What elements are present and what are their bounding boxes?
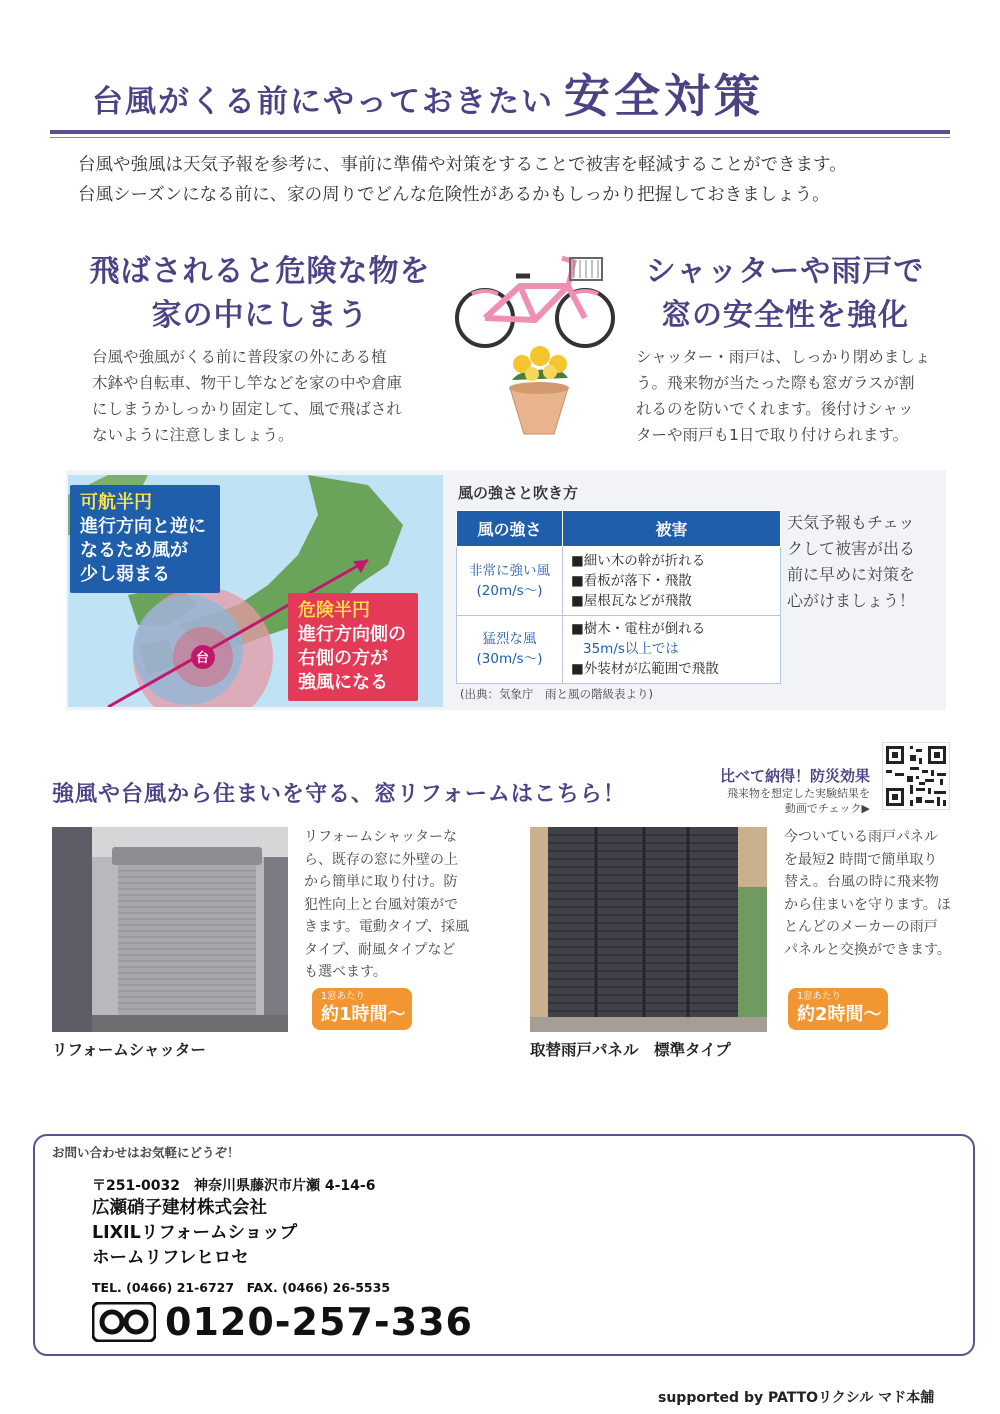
video-link[interactable]: 動画でチェック▶	[784, 802, 870, 815]
text-line: タイプ、耐風タイプなど	[304, 941, 456, 958]
text-line: から簡単に取り付け。防	[304, 874, 458, 890]
text-line: 犯性向上と台風対策がで	[304, 896, 458, 913]
card-line: 少し弱まる	[80, 564, 170, 585]
wind-speed: (20m/s～)	[476, 582, 543, 599]
shop-brand: ホームリフレヒロセ	[92, 1248, 249, 1268]
storm-panel-photo	[530, 827, 767, 1032]
right-section-heading	[610, 250, 960, 338]
body-line: ターや雨戸も1日で取り付けられます。	[636, 426, 909, 444]
body-line: シャッター・雨戸は、しっかり閉めましょ	[636, 348, 931, 366]
compare-title: 比べて納得！防災効果	[719, 767, 870, 785]
badge-small-text: 1窓あたり	[797, 991, 842, 1002]
shutter-description	[304, 826, 484, 984]
contact-lead: お問い合わせはお気軽にどうぞ！	[52, 1145, 240, 1160]
wind-table-title: 風の強さと吹き方	[458, 484, 579, 502]
wind-level-cell	[457, 547, 563, 616]
storm-panel-caption: 取替雨戸パネル 標準タイプ	[530, 1041, 731, 1059]
danger-semicircle-card	[288, 593, 418, 701]
free-dial-number[interactable]: 0120-257-336	[165, 1300, 473, 1344]
text-line: も選べます。	[304, 964, 387, 980]
column-header: 風の強さ	[457, 511, 563, 547]
body-line: れるのを防いでくれます。後付けシャッ	[636, 400, 914, 418]
text-line: から住まいを守ります。ほ	[784, 896, 951, 913]
text-line: 今ついている雨戸パネル	[784, 829, 938, 845]
note-line: クして被害が出る	[787, 539, 916, 558]
left-section-heading	[70, 250, 450, 338]
table-row	[457, 615, 781, 684]
tel-fax[interactable]: TEL. (0466) 21-6727 FAX. (0466) 26-5535	[92, 1280, 391, 1295]
flowerpot-icon	[509, 346, 569, 434]
card-line: 右側の方が	[298, 648, 388, 669]
damage-item: ■屋根瓦などが飛散	[571, 592, 692, 609]
reform-heading: 強風や台風から住まいを守る、窓リフォームはこちら！	[52, 782, 626, 807]
typhoon-center-label: 台	[196, 651, 210, 666]
wind-note	[787, 510, 937, 614]
title-main: 安全対策	[564, 69, 764, 123]
storm-panel-description	[784, 826, 964, 961]
storm-panel-time-badge	[788, 988, 888, 1030]
heading-line: 家の中にしまう	[151, 298, 369, 333]
heading-line: 飛ばされると危険な物を	[89, 254, 431, 289]
page-title	[92, 60, 764, 123]
note-line: 天気予報もチェッ	[787, 513, 915, 532]
storm-panel-illustration	[530, 827, 767, 1032]
body-line: にしまうかしっかり固定して、風で飛ばされ	[92, 400, 402, 418]
right-section-body	[636, 344, 956, 448]
text-line: とんどのメーカーの雨戸	[784, 919, 938, 935]
body-line: 台風や強風がくる前に普段家の外にある植	[92, 348, 387, 366]
body-line: う。飛来物が当たった際も窓ガラスが割	[636, 374, 915, 392]
damage-cell	[563, 615, 781, 684]
text-line: リフォームシャッターな	[304, 829, 458, 845]
damage-note: 35m/s以上では	[583, 641, 679, 658]
table-header-row	[457, 511, 781, 547]
card-line: 強風になる	[298, 672, 388, 693]
compare-subtitle[interactable]	[690, 786, 870, 816]
shop-name: LIXILリフォームショップ	[92, 1223, 298, 1243]
company-name-block	[92, 1196, 297, 1271]
heading-line: シャッターや雨戸で	[645, 254, 925, 289]
title-divider	[50, 130, 950, 134]
text-line: パネルと交換ができます。	[784, 941, 951, 958]
badge-main-text: 約1時間～	[321, 1004, 406, 1025]
safe-semicircle-title: 可航半円	[80, 492, 152, 513]
wind-level: 猛烈な風	[482, 631, 537, 648]
shutter-caption: リフォームシャッター	[52, 1041, 206, 1059]
damage-item: ■看板が落下・飛散	[571, 572, 692, 589]
text-line: 替え。台風の時に飛来物	[784, 874, 939, 890]
card-line: 進行方向側の	[298, 624, 406, 645]
note-line: 心がけましょう！	[787, 591, 916, 610]
shutter-illustration	[52, 827, 288, 1032]
badge-small-text: 1窓あたり	[321, 991, 366, 1002]
intro-text	[78, 150, 938, 210]
free-dial-icon	[92, 1302, 156, 1346]
damage-cell	[563, 547, 781, 616]
compare-sub-line: 飛来物を想定した実験結果を	[727, 787, 870, 800]
card-line: なるため風が	[80, 540, 188, 561]
damage-item: ■外装材が広範囲で飛散	[571, 661, 719, 678]
text-line: を最短2 時間で簡単取り	[784, 851, 938, 868]
company-address: 〒251-0032 神奈川県藤沢市片瀬 4-14-6	[92, 1178, 376, 1194]
card-line: 進行方向と逆に	[80, 516, 206, 537]
safe-semicircle-card	[70, 485, 220, 593]
body-line: ないように注意しましょう。	[92, 426, 294, 444]
wind-level: 非常に強い風	[469, 562, 550, 579]
danger-semicircle-title: 危険半円	[298, 600, 370, 621]
heading-line: 窓の安全性を強化	[661, 298, 909, 333]
damage-item: ■細い木の幹が折れる	[571, 552, 706, 569]
title-divider-thin	[50, 137, 950, 138]
typhoon-map	[68, 475, 443, 707]
wind-speed: (30m/s～)	[476, 651, 543, 668]
company-name: 広瀬硝子建材株式会社	[92, 1198, 267, 1218]
table-source: (出典：気象庁 雨と風の階級表より)	[460, 687, 653, 701]
shutter-time-badge	[312, 988, 412, 1030]
body-line: 木鉢や自転車、物干し竿などを家の中や倉庫	[92, 374, 403, 392]
intro-line: 台風シーズンになる前に、家の周りでどんな危険性があるかもしっかり把握しておきましょう。	[78, 185, 830, 205]
intro-line: 台風や強風は天気予報を参考に、事前に準備や対策をすることで被害を軽減することができます。	[78, 155, 847, 175]
supported-by: supported by PATTOリクシル マド本舗	[658, 1390, 935, 1406]
note-line: 前に早めに対策を	[787, 565, 916, 584]
damage-item: ■樹木・電柱が倒れる	[571, 621, 706, 638]
column-header: 被害	[563, 511, 781, 547]
title-lead: 台風がくる前にやっておきたい	[92, 84, 554, 120]
table-row	[457, 547, 781, 616]
bicycle-flowerpot-illustration	[450, 248, 620, 438]
badge-main-text: 約2時間～	[797, 1004, 882, 1025]
wind-level-cell	[457, 615, 563, 684]
reform-shutter-photo	[52, 827, 288, 1032]
left-section-body	[92, 344, 442, 448]
text-line: きます。電動タイプ、採風	[304, 919, 470, 935]
wind-strength-table	[456, 510, 781, 684]
bicycle-icon	[450, 248, 620, 438]
text-line: ら、既存の窓に外壁の上	[304, 851, 458, 868]
qr-code-icon[interactable]	[882, 742, 950, 810]
